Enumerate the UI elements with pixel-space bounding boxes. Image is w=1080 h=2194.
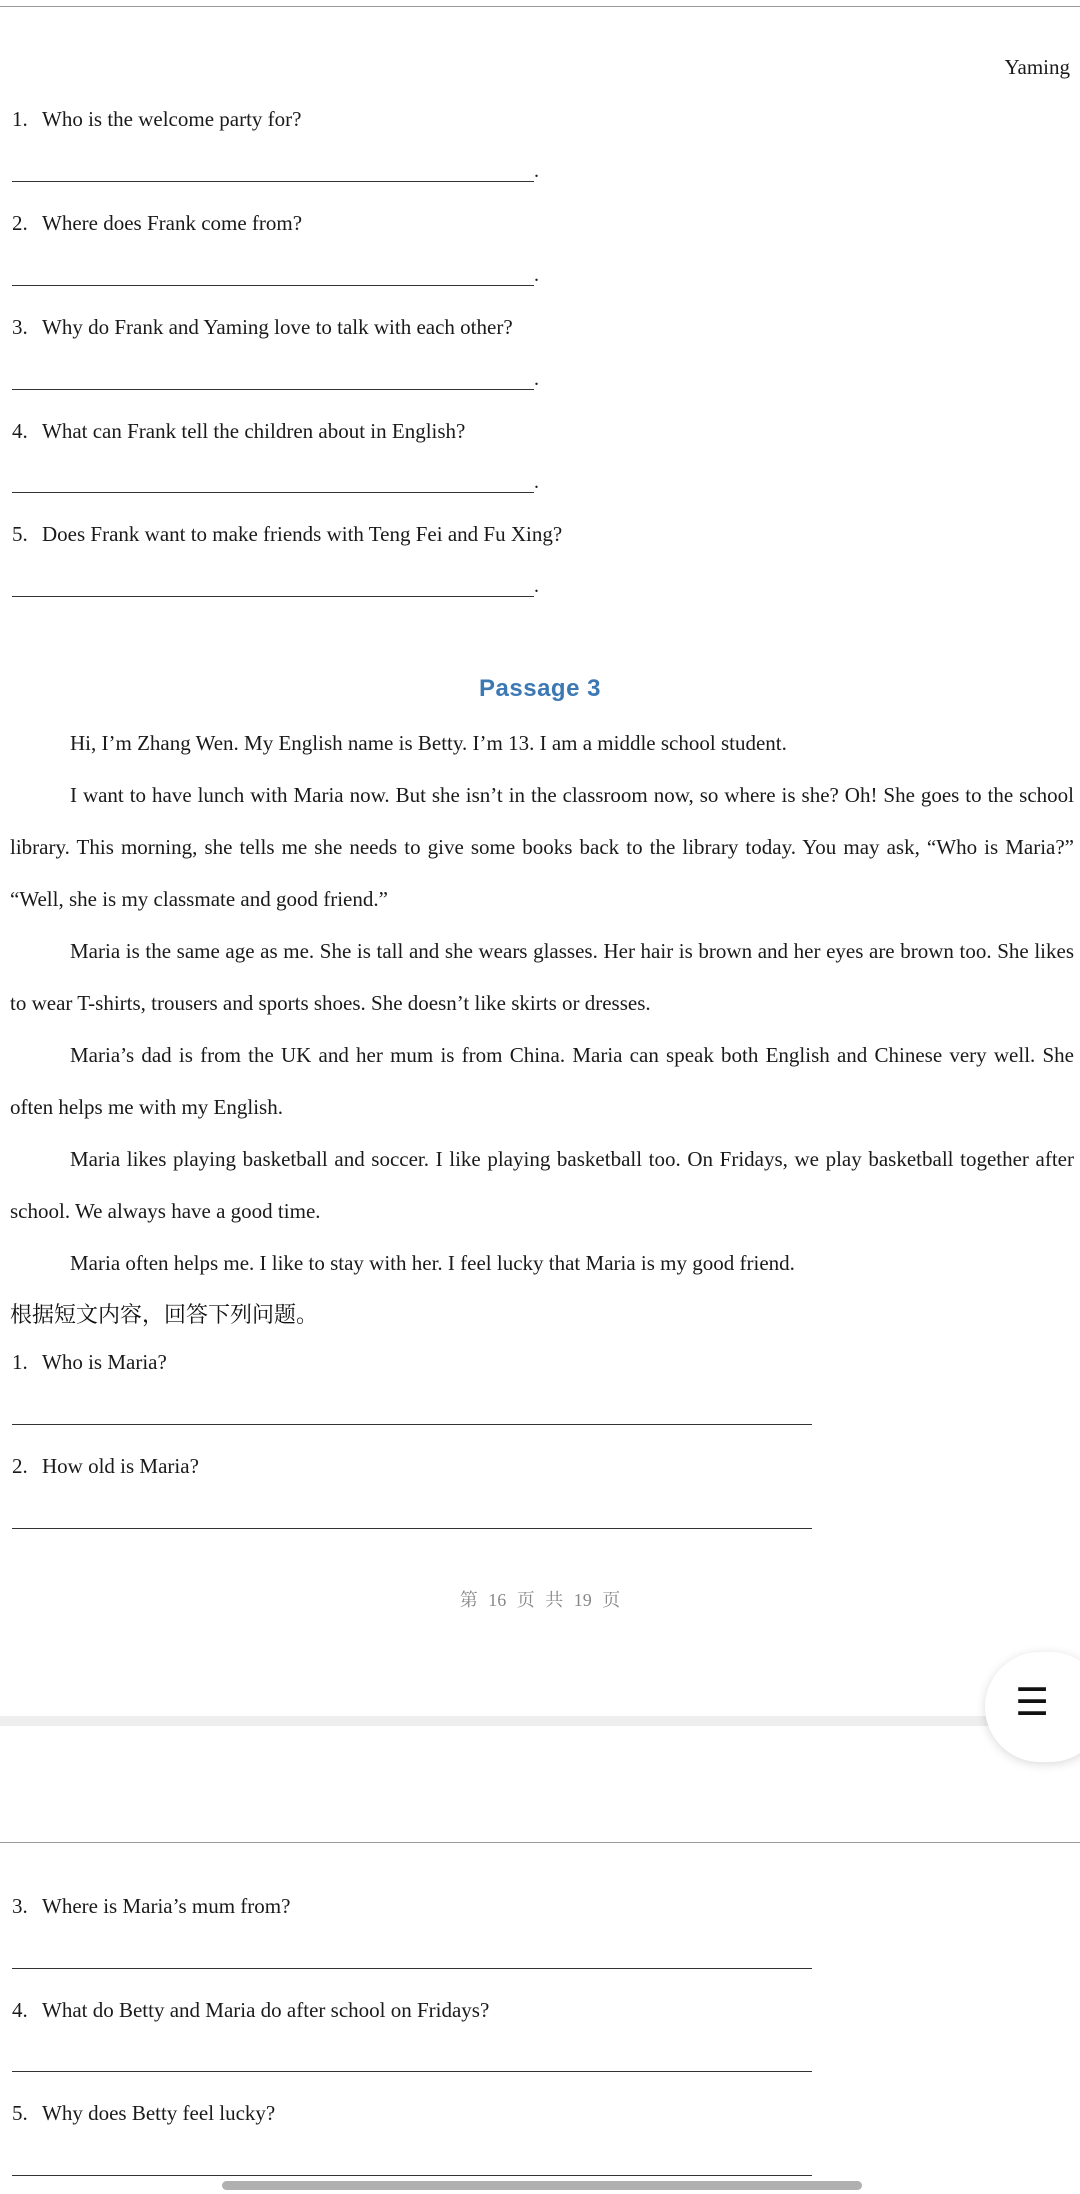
- question-c-4: 4. What do Betty and Maria do after school on Fridays?: [12, 1998, 490, 2022]
- passage-paragraph-5: Maria likes playing basketball and soccer. I like playing basketball too. On Fridays, we play basketball together after school. We always have a good time.: [10, 1147, 1074, 1223]
- question-a-5: 5. Does Frank want to make friends with Teng Fei and Fu Xing?: [12, 522, 563, 546]
- document-page-17: [0, 1726, 1080, 2194]
- passage-paragraph-3: Maria is the same age as me. She is tall and she wears glasses. Her hair is brown and her eyes are brown too. She likes to wear T-shirts, trousers and sports shoes. She doesn’t like skirts or dresses.: [10, 939, 1074, 1015]
- answer-period: .: [534, 471, 539, 493]
- answer-period: .: [534, 368, 539, 390]
- passage-paragraph-1: Hi, I’m Zhang Wen. My English name is Betty. I’m 13. I am a middle school student.: [70, 731, 787, 755]
- answer-period: .: [534, 160, 539, 182]
- question-a-1: 1. Who is the welcome party for?: [12, 107, 302, 131]
- page-separator: [0, 1716, 1080, 1726]
- passage-title: Passage 3: [479, 675, 601, 702]
- instruction-text: 根据短文内容，回答下列问题。: [10, 1303, 319, 1328]
- question-a-2: 2. Where does Frank come from?: [12, 211, 303, 235]
- passage-paragraph-2: I want to have lunch with Maria now. But she isn’t in the classroom now, so where is she? Oh! She goes to the school library. This morning, she tells me she needs to give some books back to the library today. You may ask, “Who is Maria?” “Well, she is my classmate and good friend.”: [10, 783, 1074, 911]
- answer-line[interactable]: [12, 2175, 812, 2176]
- answer-line[interactable]: [12, 1528, 812, 1529]
- answer-period: .: [534, 575, 539, 597]
- question-a-4: 4. What can Frank tell the children about in English?: [12, 419, 466, 443]
- answer-line[interactable]: [12, 492, 534, 493]
- question-a-3: 3. Why do Frank and Yaming love to talk with each other?: [12, 315, 513, 339]
- passage-paragraph-4: Maria’s dad is from the UK and her mum is from China. Maria can speak both English and Chinese very well. She often helps me with my English.: [10, 1043, 1074, 1119]
- answer-line[interactable]: [12, 1424, 812, 1425]
- question-c-3: 3. Where is Maria’s mum from?: [12, 1894, 291, 1918]
- answer-line[interactable]: [12, 1968, 812, 1969]
- answer-line[interactable]: [12, 181, 534, 182]
- page-top-rule: [0, 1842, 1080, 1843]
- answer-line[interactable]: [12, 596, 534, 597]
- hamburger-menu-icon: ☰: [1015, 1680, 1050, 1724]
- answer-period: .: [534, 264, 539, 286]
- passage-paragraph-6: Maria often helps me. I like to stay with her. I feel lucky that Maria is my good friend.: [70, 1251, 795, 1275]
- answer-line[interactable]: [12, 389, 534, 390]
- answer-line[interactable]: [12, 2071, 812, 2072]
- page-footer: 第 16 页 共 19 页: [459, 1590, 621, 1610]
- question-b-1: 1. Who is Maria?: [12, 1350, 167, 1374]
- horizontal-scrollbar[interactable]: [222, 2181, 862, 2190]
- page-top-rule: [0, 6, 1080, 7]
- question-c-5: 5. Why does Betty feel lucky?: [12, 2101, 276, 2125]
- top-name-text: Yaming: [1004, 55, 1070, 79]
- question-b-2: 2. How old is Maria?: [12, 1454, 199, 1478]
- answer-line[interactable]: [12, 285, 534, 286]
